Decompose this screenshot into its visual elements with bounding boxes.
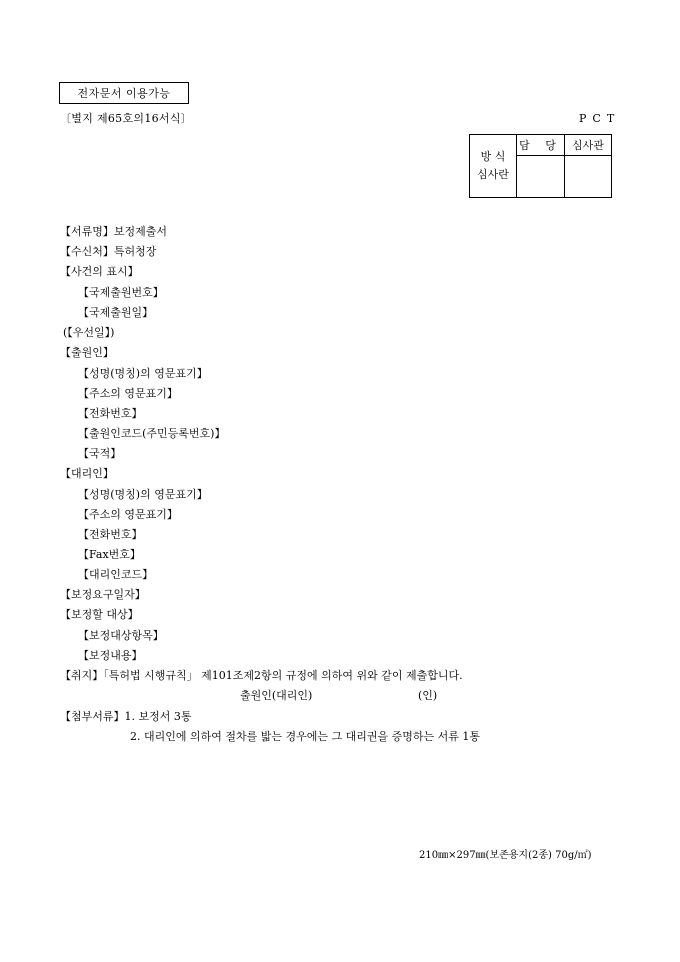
review-box	[469, 134, 612, 198]
review-col-officer: 담 당	[517, 135, 565, 156]
field-document-name: 【서류명】보정제출서	[60, 225, 168, 238]
field-amendment-content: 【보정내용】	[78, 649, 143, 662]
field-agent-name-english: 【성명(명칭)의 영문표기】	[78, 488, 208, 501]
review-cell-examiner-sign	[565, 156, 612, 198]
field-case-indication: 【사건의 표시】	[60, 265, 139, 278]
field-applicant-phone: 【전화번호】	[78, 407, 143, 420]
field-intl-filing-date: 【국제출원일】	[78, 306, 154, 319]
field-applicant: 【출원인】	[60, 346, 114, 359]
review-box-label-line1: 방 식	[480, 150, 506, 163]
field-amendment-target: 【보정할 대상】	[60, 608, 139, 621]
field-agent-phone: 【전화번호】	[78, 528, 143, 541]
attachments-line-2: 2. 대리인에 의하여 절차를 밟는 경우에는 그 대리권을 증명하는 서류 1통	[130, 730, 480, 743]
review-cell-officer-sign	[517, 156, 565, 198]
review-box-label-line2: 심사란	[477, 168, 509, 181]
field-applicant-address-english: 【주소의 영문표기】	[78, 387, 178, 400]
field-applicant-code: 【출원인코드(주민등록번호)】	[78, 427, 226, 440]
pct-label: PCT	[579, 112, 621, 125]
field-agent-code: 【대리인코드】	[78, 568, 154, 581]
form-number: 〔별지 제65호의16서식〕	[60, 112, 193, 125]
field-agent: 【대리인】	[60, 467, 114, 480]
field-applicant-nationality: 【국적】	[78, 447, 122, 460]
electronic-document-label: 전자문서 이용가능	[59, 82, 189, 104]
review-box-label	[470, 135, 517, 198]
field-amendment-request-date: 【보정요구일자】	[60, 588, 146, 601]
review-col-examiner: 심사관	[565, 135, 612, 156]
paper-specification: 210㎜×297㎜(보존용지(2종) 70g/㎡)	[419, 850, 592, 861]
field-applicant-name-english: 【성명(명칭)의 영문표기】	[78, 367, 208, 380]
field-recipient: 【수신처】특허청장	[60, 245, 157, 258]
signature-applicant: 출원인(대리인)	[240, 689, 313, 702]
attachments-line-1: 【첨부서류】1. 보정서 3통	[60, 710, 192, 723]
signature-seal: (인)	[418, 689, 438, 702]
field-agent-address-english: 【주소의 영문표기】	[78, 508, 178, 521]
field-intl-application-number: 【국제출원번호】	[78, 286, 164, 299]
field-amendment-target-item: 【보정대상항목】	[78, 629, 164, 642]
field-priority-date: (【우선일】)	[63, 326, 115, 339]
field-purpose: 【취지】「특허법 시행규칙」 제101조제2항의 규정에 의하여 위와 같이 제출합니다.	[60, 669, 463, 682]
field-agent-fax: 【Fax번호】	[78, 548, 141, 561]
